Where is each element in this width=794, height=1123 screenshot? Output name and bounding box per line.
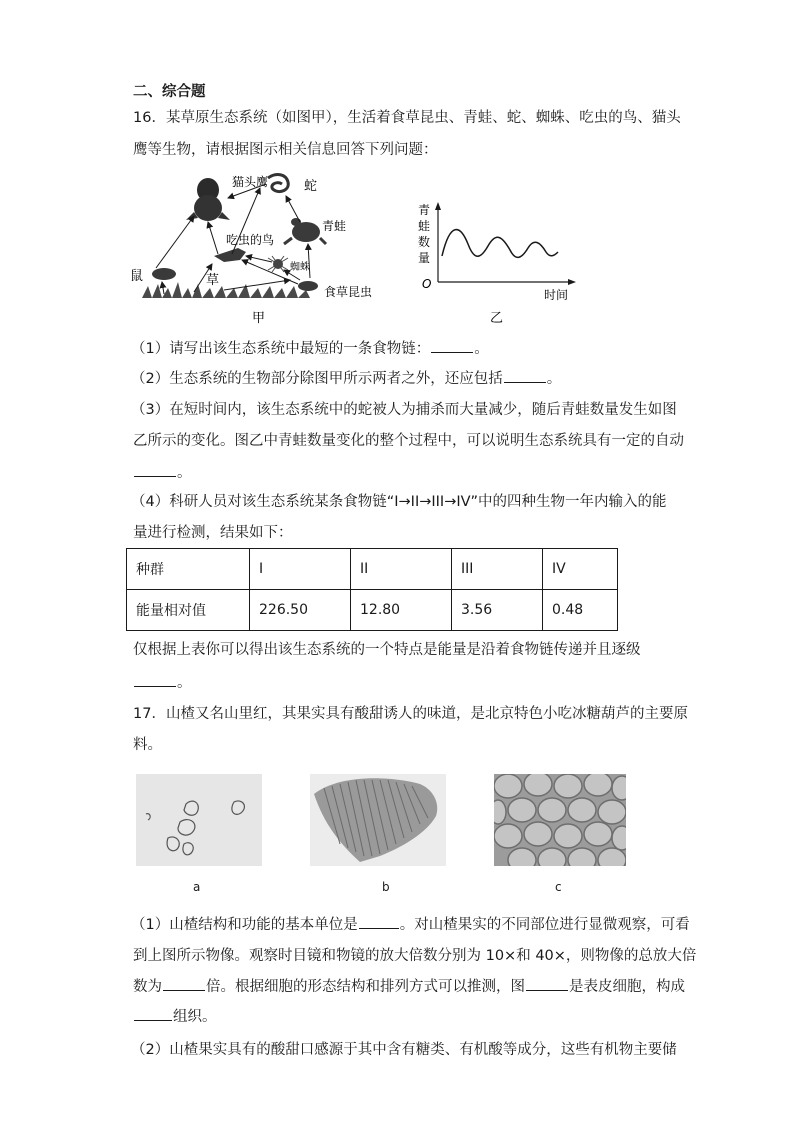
q16-sub4-line1: （4）科研人员对该生态系统某条食物链“I→II→III→IV”中的四种生物一年内输入的能	[131, 494, 667, 510]
table-header-cell: IV	[543, 549, 618, 590]
frog-image	[284, 218, 326, 244]
answer-blank[interactable]	[134, 462, 176, 477]
mouse-image	[152, 268, 176, 280]
owl-label: 猫头鹰	[232, 175, 269, 189]
q17-sub1-text-cont: 。对山楂果实的不同部位进行显微观察，可看	[399, 917, 690, 933]
q16-stem-line2: 鹰等生物，请根据图示相关信息回答下列问题：	[133, 142, 438, 158]
owl-image	[186, 178, 230, 221]
table-header-cell: II	[351, 549, 452, 590]
table-cell: 226.50	[250, 590, 351, 631]
energy-table	[126, 548, 618, 631]
ylabel-char-1: 青	[418, 203, 431, 217]
table-cell: 0.48	[543, 590, 618, 631]
section-title: 二、综合题	[133, 84, 206, 100]
q16-sub2-end: 。	[546, 371, 562, 387]
ylabel-char-3: 数	[418, 235, 431, 249]
photo-label-a: a	[193, 880, 201, 894]
table-cell: 3.56	[452, 590, 543, 631]
figure-jia-caption: 甲	[252, 311, 266, 326]
answer-blank[interactable]	[134, 672, 176, 687]
q17-sub1-line3-end: 是表皮细胞，构成	[569, 979, 685, 995]
food-web-figure	[128, 168, 398, 328]
insect-label: 食草昆虫	[324, 285, 373, 299]
answer-blank[interactable]	[163, 976, 205, 991]
q16-sub3-end: 。	[177, 465, 192, 481]
table-row	[127, 590, 618, 631]
table-cell: 12.80	[351, 590, 452, 631]
mouse-label: 鼠	[130, 269, 144, 284]
q16-sub3-line1: （3）在短时间内，该生态系统中的蛇被人为捕杀而大量减少，随后青蛙数量发生如图	[131, 402, 677, 418]
grass-label: 草	[206, 273, 220, 288]
photo-label-c: c	[555, 880, 562, 894]
micrograph-c	[494, 774, 626, 866]
ylabel-char-4: 量	[418, 251, 431, 265]
photo-label-b: b	[382, 880, 390, 894]
q16-sub3-line2: 乙所示的变化。图乙中青蛙数量变化的整个过程中，可以说明生态系统具有一定的自动	[133, 433, 684, 449]
frog-label: 青蛙	[322, 219, 347, 233]
table-row	[127, 549, 618, 590]
snake-label: 蛇	[304, 179, 318, 194]
table-header-cell: III	[452, 549, 543, 590]
answer-blank[interactable]	[431, 338, 473, 353]
q17-sub1-text: （1）山楂结构和功能的基本单位是	[131, 917, 358, 933]
q16-stem-line1: 16．某草原生态系统（如图甲），生活着食草昆虫、青蛙、蛇、蜘蛛、吃虫的鸟、猫头	[133, 110, 681, 126]
spider-image	[268, 256, 288, 272]
table-cell: 能量相对值	[127, 590, 250, 631]
q16-sub1-end: 。	[474, 341, 489, 357]
bird-image	[214, 248, 246, 262]
snake-image	[268, 175, 288, 192]
answer-blank[interactable]	[504, 368, 546, 383]
population-curve	[442, 230, 558, 258]
q16-sub1-text: （1）请写出该生态系统中最短的一条食物链：	[131, 341, 431, 357]
q17-sub2-line1: （2）山楂果实具有的酸甜口感源于其中含有糖类、有机酸等成分，这些有机物主要储	[131, 1042, 677, 1058]
q16-conclusion-line1: 仅根据上表你可以得出该生态系统的一个特点是能量是沿着食物链传递并且逐级	[133, 642, 641, 658]
spider-label: 蜘蛛	[290, 262, 310, 273]
q16-conclusion-end: 。	[177, 675, 192, 691]
table-header-cell: 种群	[127, 549, 250, 590]
xlabel: 时间	[544, 288, 569, 302]
q17-sub1-line3	[133, 976, 685, 997]
q16-sub3-line3	[133, 462, 192, 483]
q17-sub1-line4	[133, 1006, 217, 1027]
answer-blank[interactable]	[134, 1006, 172, 1021]
table-header-cell: I	[250, 549, 351, 590]
frog-population-chart	[410, 198, 590, 326]
q16-sub4-line2: 量进行检测，结果如下：	[133, 525, 293, 541]
ylabel-char-2: 蛙	[418, 219, 431, 233]
q17-sub1-line4-end: 组织。	[173, 1009, 217, 1025]
answer-blank[interactable]	[526, 976, 568, 991]
q17-stem-line2: 料。	[133, 737, 162, 753]
figure-yi-caption: 乙	[490, 311, 504, 326]
q17-stem-line1: 17．山楂又名山里红，其果实具有酸甜诱人的味道，是北京特色小吃冰糖葫芦的主要原	[133, 706, 688, 722]
insect-image	[298, 281, 318, 291]
q16-sub1	[131, 338, 489, 359]
q17-sub1-line2: 到上图所示物像。观察时目镜和物镜的放大倍数分别为 10×和 40×，则物像的总放大倍	[133, 948, 697, 964]
q17-sub1-line3-mid: 倍。根据细胞的形态结构和排列方式可以推测，图	[206, 979, 525, 995]
q17-sub1-line3-text: 数为	[133, 979, 162, 995]
q16-sub2-text: （2）生态系统的生物部分除图甲所示两者之外，还应包括	[131, 371, 503, 387]
q16-sub2	[131, 368, 561, 389]
origin-label: O	[422, 277, 432, 291]
answer-blank[interactable]	[359, 914, 399, 929]
bird-label: 吃虫的鸟	[226, 233, 275, 247]
q17-sub1-line1	[131, 914, 690, 935]
q16-conclusion-line2	[133, 672, 192, 693]
x-axis-arrow	[568, 279, 576, 285]
micrograph-a	[136, 774, 262, 866]
y-axis-arrow	[435, 202, 441, 210]
micrograph-b	[310, 774, 446, 866]
